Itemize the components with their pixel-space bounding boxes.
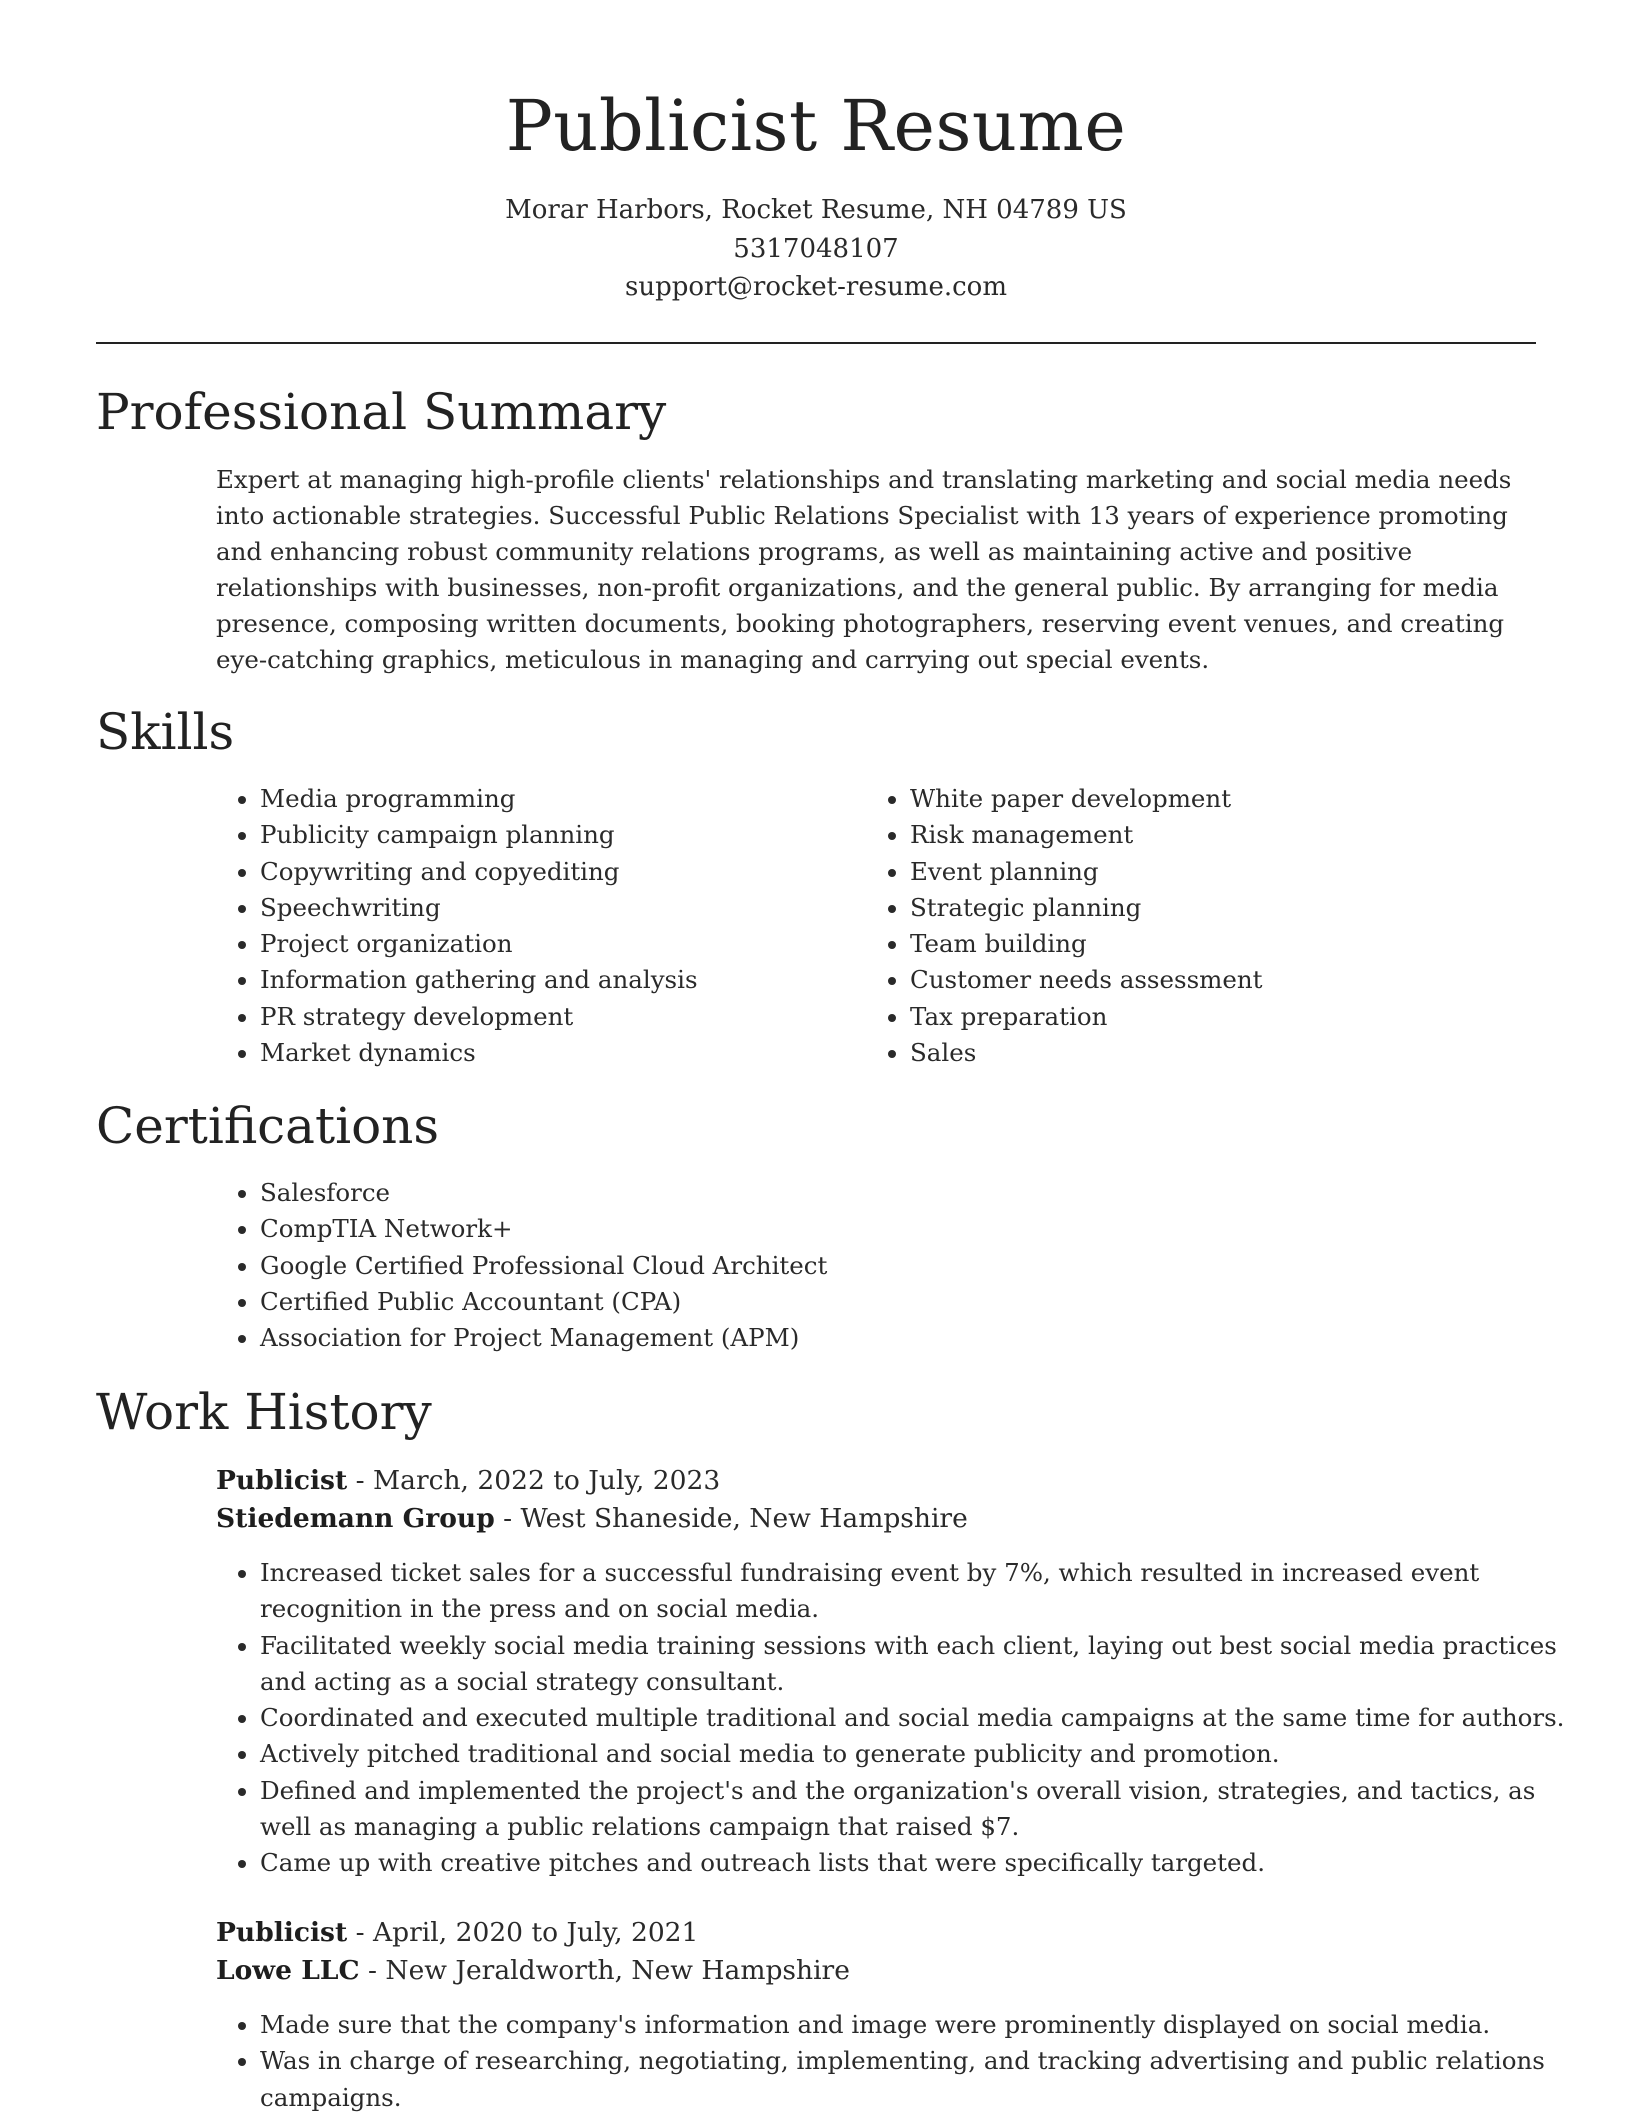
certification-item: • Certified Public Accountant (CPA) bbox=[260, 1284, 1560, 1320]
job-responsibilities bbox=[216, 1555, 1580, 1882]
responsibility-item: • Facilitated weekly social media training sessions with each client, laying out best social media practices and acting as a social strategy consultant. bbox=[260, 1628, 1580, 1701]
summary-text: Expert at managing high-profile clients' relationships and translating marketing and social media needs into actionable strategies. Successful Public Relations Specialist with 13 years of experience promoting and enhancing robust community relations programs, as well as maintaining active and positive relationships with businesses, non-profit organizations, and the general public. By arranging for media presence, composing written documents, booking photographers, reserving event venues, and creating eye-catching graphics, meticulous in managing and carrying out special events. bbox=[216, 465, 1512, 674]
skill-item: • Media programming bbox=[260, 781, 860, 817]
certifications-heading: Certifications bbox=[96, 1097, 440, 1155]
skill-item: • Project organization bbox=[260, 926, 860, 962]
certification-item: • Association for Project Management (APM) bbox=[260, 1320, 1560, 1356]
responsibility-item: • Actively pitched traditional and social media to generate publicity and promotion. bbox=[260, 1736, 1580, 1772]
job-role: Publicist bbox=[216, 1465, 348, 1496]
responsibility-item: • Increased ticket sales for a successful fundraising event by 7%, which resulted in increased event recognition in the press and on social media. bbox=[260, 1555, 1580, 1628]
contact-email: support@rocket-resume.com bbox=[624, 272, 1007, 302]
skill-item: • Tax preparation bbox=[910, 999, 1510, 1035]
job-dates: - March, 2022 to July, 2023 bbox=[347, 1465, 721, 1496]
resume-title: Publicist Resume bbox=[505, 85, 1127, 167]
skill-item: • Customer needs assessment bbox=[910, 962, 1510, 998]
skill-item: • Copywriting and copyediting bbox=[260, 854, 860, 890]
work-history-heading: Work History bbox=[96, 1383, 432, 1441]
skill-item: • Team building bbox=[910, 926, 1510, 962]
skill-item: • Risk management bbox=[910, 817, 1510, 853]
skill-item: • Publicity campaign planning bbox=[260, 817, 860, 853]
skill-item: • Strategic planning bbox=[910, 890, 1510, 926]
skill-item: • Market dynamics bbox=[260, 1035, 860, 1071]
job-dates: - April, 2020 to July, 2021 bbox=[347, 1917, 699, 1948]
certifications-list bbox=[216, 1175, 1560, 1356]
job-role: Publicist bbox=[216, 1917, 348, 1948]
responsibility-item: • Coordinated and executed multiple traditional and social media campaigns at the same time for authors. bbox=[260, 1700, 1580, 1736]
responsibility-item: • Made sure that the company's information and image were prominently displayed on social media. bbox=[260, 2007, 1580, 2043]
certification-item: • Google Certified Professional Cloud Architect bbox=[260, 1248, 1560, 1284]
job-company-line bbox=[216, 1952, 850, 1990]
skill-item: • Event planning bbox=[910, 854, 1510, 890]
responsibility-item: • Defined and implemented the project's and the organization's overall vision, strategies, and tactics, as well as managing a public relations campaign that raised $7. bbox=[260, 1773, 1580, 1846]
skill-item: • White paper development bbox=[910, 781, 1510, 817]
skills-list-left bbox=[216, 781, 860, 1071]
skills-list-right bbox=[866, 781, 1510, 1071]
job-title-line bbox=[216, 1462, 720, 1500]
certification-item: • Salesforce bbox=[260, 1175, 1560, 1211]
contact-phone: 5317048107 bbox=[733, 234, 899, 264]
skill-item: • PR strategy development bbox=[260, 999, 860, 1035]
job-location: - West Shaneside, New Hampshire bbox=[494, 1503, 968, 1534]
job-company: Stiedemann Group bbox=[216, 1503, 495, 1534]
contact-address: Morar Harbors, Rocket Resume, NH 04789 US bbox=[505, 195, 1127, 225]
job-title-line bbox=[216, 1914, 698, 1952]
header-divider bbox=[96, 342, 1536, 344]
skills-heading: Skills bbox=[96, 703, 235, 761]
job-company: Lowe LLC bbox=[216, 1955, 360, 1986]
skill-item: • Speechwriting bbox=[260, 890, 860, 926]
job-company-line bbox=[216, 1500, 968, 1538]
job-responsibilities bbox=[216, 2007, 1580, 2112]
certification-item: • CompTIA Network+ bbox=[260, 1211, 1560, 1247]
skill-item: • Information gathering and analysis bbox=[260, 962, 860, 998]
responsibility-item: • Came up with creative pitches and outreach lists that were specifically targeted. bbox=[260, 1845, 1580, 1881]
summary-heading: Professional Summary bbox=[96, 383, 667, 441]
job-location: - New Jeraldworth, New Hampshire bbox=[359, 1955, 850, 1986]
skill-item: • Sales bbox=[910, 1035, 1510, 1071]
responsibility-item: • Was in charge of researching, negotiating, implementing, and tracking advertising and public relations campaigns. bbox=[260, 2043, 1580, 2112]
